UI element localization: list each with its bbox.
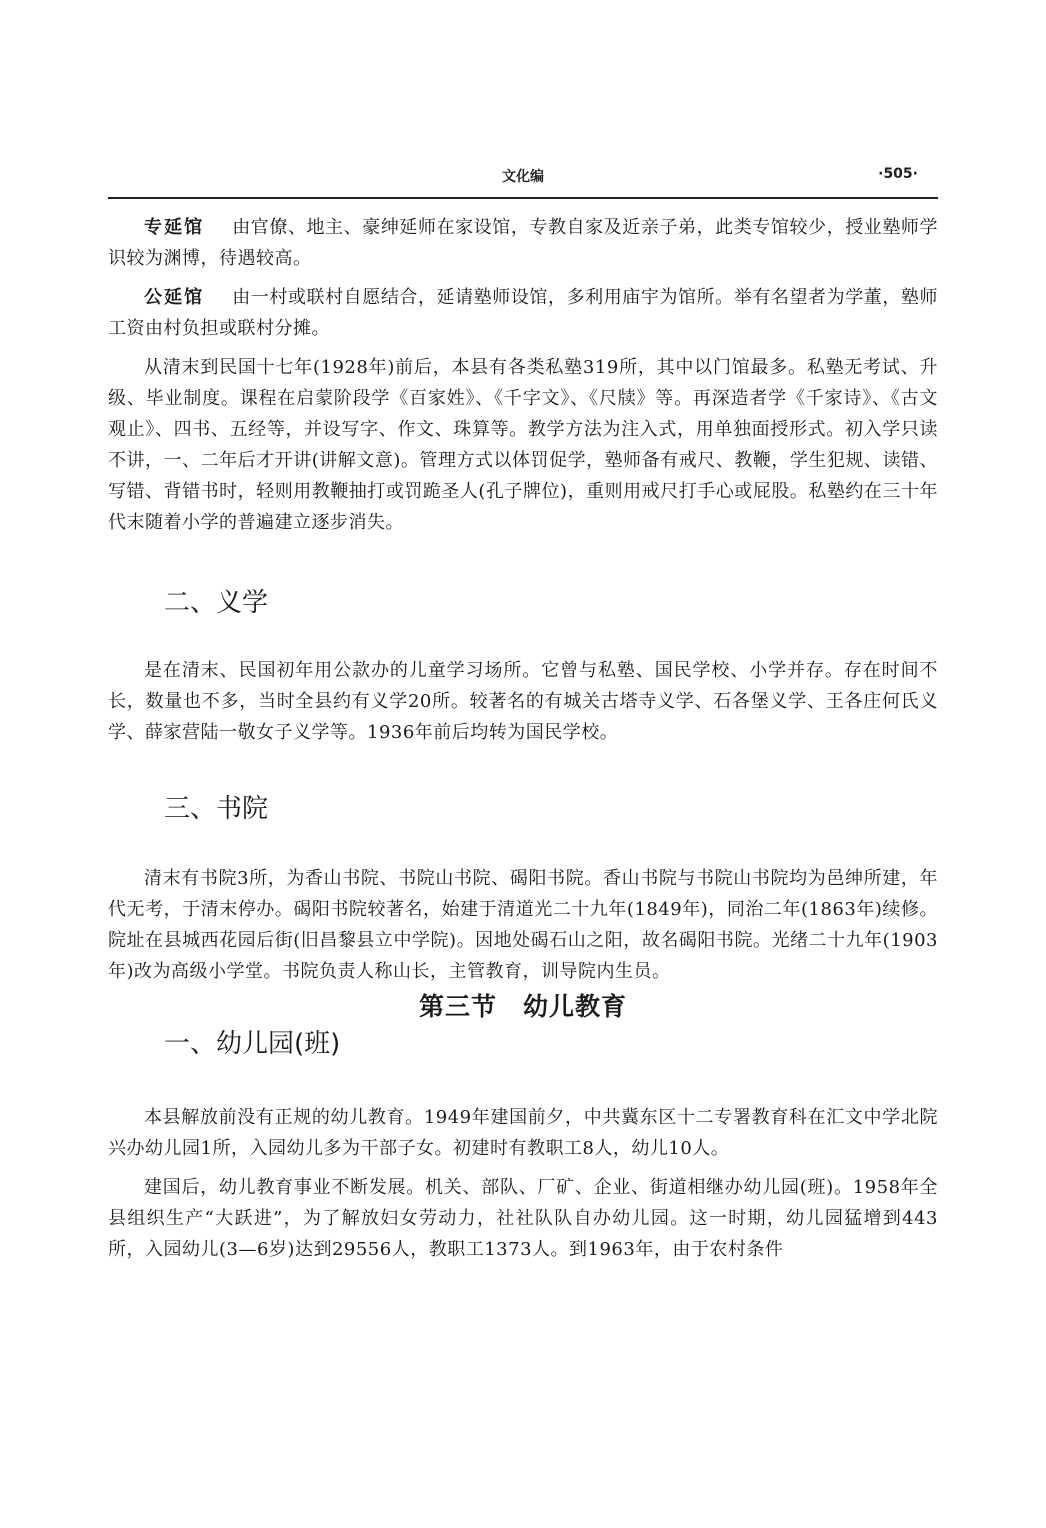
page-number: ·505· — [878, 166, 918, 182]
term-zhuanyanguan: 专延馆 — [144, 217, 205, 238]
page-header — [108, 166, 938, 196]
paragraph-shuyuan: 清末有书院3所，为香山书院、书院山书院、碣阳书院。香山书院与书院山书院均为邑绅所建，年代无考，于清末停办。碣阳书院较著名，始建于清道光二十九年(1849年)，同治二年(1863年)续修。院址在县城西花园后街(旧昌黎县立中学院)。因地处碣石山之阳，故名碣阳书院。光绪二十九年(1903年)改为高级小学堂。书院负责人称山长，主管教育，训导院内生员。 — [108, 868, 938, 982]
text-zhuanyanguan: 由官僚、地主、豪绅延师在家设馆，专教自家及近亲子弟，此类专馆较少，授业塾师学识较为渊博，待遇较高。 — [108, 217, 939, 269]
heading-youeryuan: 一、幼儿园(班) — [164, 1029, 341, 1059]
paragraph-youer-2: 建国后，幼儿教育事业不断发展。机关、部队、厂矿、企业、街道相继办幼儿园(班)。1958年全县组织生产“大跃进”，为了解放妇女劳动力，社社队队自办幼儿园。这一时期，幼儿园猛增到443所，入园幼儿(3—6岁)达到29556人，教职工1373人。到1963年，由于农村条件 — [108, 1177, 938, 1260]
paragraph-youer-1: 本县解放前没有正规的幼儿教育。1949年建国前夕，中共冀东区十二专署教育科在汇文中学北院兴办幼儿园1所，入园幼儿多为干部子女。初建时有教职工8人，幼儿10人。 — [108, 1107, 938, 1159]
header-rule — [108, 197, 938, 199]
running-title: 文化编 — [502, 169, 544, 185]
paragraph-yixue: 是在清末、民国初年用公款办的儿童学习场所。它曾与私塾、国民学校、小学并存。存在时间不长，数量也不多，当时全县约有义学20所。较著名的有城关古塔寺义学、石各堡义学、王各庄何氏义学、薛家营陆一敬女子义学等。1936年前后均转为国民学校。 — [108, 660, 938, 743]
paragraph-gongyanguan — [108, 282, 938, 344]
page-body — [108, 212, 938, 1265]
heading-yixue: 二、义学 — [164, 588, 269, 618]
term-gongyanguan: 公延馆 — [144, 287, 205, 308]
paragraph-sishu: 从清末到民国十七年(1928年)前后，本县有各类私塾319所，其中以门馆最多。私塾无考试、升级、毕业制度。课程在启蒙阶段学《百家姓》、《千字文》、《尺牍》等。再深造者学《千家诗》、《古文观止》、四书、五经等，并设写字、作文、珠算等。教学方法为注入式，用单独面授形式。初入学只读不讲，一、二年后才开讲(讲解文意)。管理方式以体罚促学，塾师备有戒尺、教鞭，学生犯规、读错、写错、背错书时，轻则用教鞭抽打或罚跪圣人(孔子牌位)，重则用戒尺打手心或屁股。私塾约在三十年代末随着小学的普遍建立逐步消失。 — [108, 357, 938, 533]
section-heading: 第三节 幼儿教育 — [418, 992, 627, 1021]
heading-shuyuan: 三、书院 — [164, 794, 269, 824]
text-gongyanguan: 由一村或联村自愿结合，延请塾师设馆，多利用庙宇为馆所。举有名望者为学董，塾师工资由村负担或联村分摊。 — [108, 287, 939, 339]
paragraph-zhuanyanguan — [108, 212, 938, 274]
